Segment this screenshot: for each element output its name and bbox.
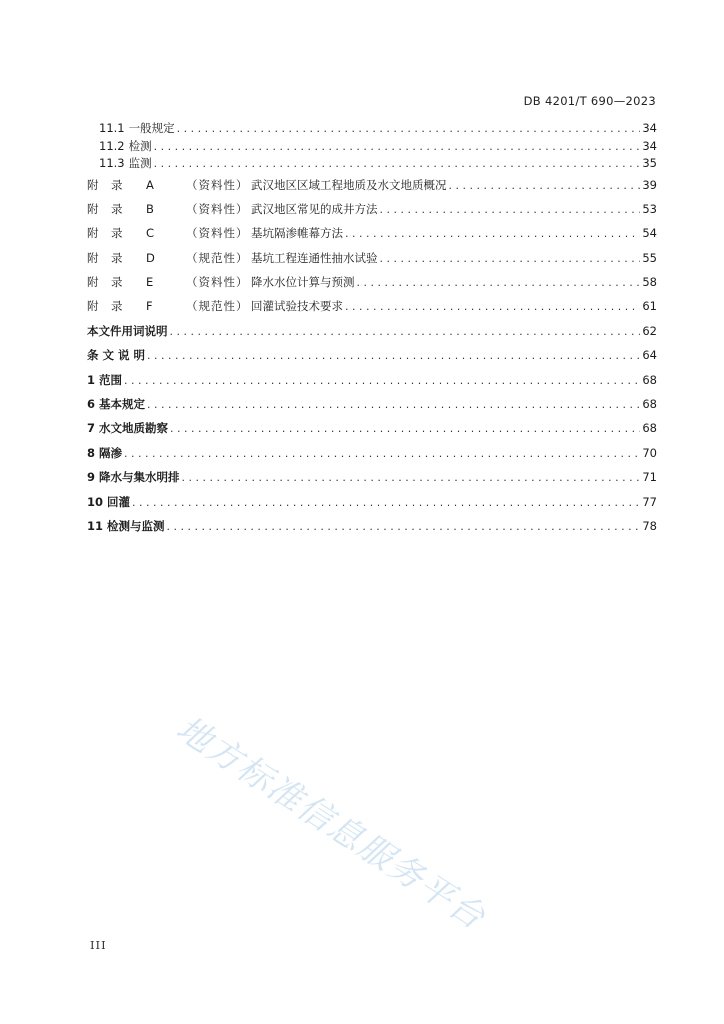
toc-entry-number: 7 [87, 421, 96, 436]
toc-entry-page: 71 [642, 470, 657, 485]
toc-entry-6[interactable] [87, 392, 657, 416]
dot-leader [147, 344, 640, 368]
toc-entry-page: 53 [642, 201, 657, 216]
toc-entry-page: 70 [642, 445, 657, 460]
appendix-letter: B [146, 201, 154, 216]
dot-leader [147, 393, 640, 417]
toc-entry-page: 35 [642, 156, 657, 170]
toc-entry-11-2[interactable] [87, 138, 657, 156]
toc-entry-page: 58 [642, 275, 657, 290]
appendix-type: （资料性） [186, 201, 249, 216]
toc-entry-label [87, 490, 130, 514]
appendix-prefix-1: 附 [87, 226, 99, 241]
toc-entry-page: 68 [642, 421, 657, 436]
toc-entry-title: 一般规定 [128, 121, 175, 135]
dot-leader [154, 155, 641, 173]
toc-entry-label [99, 138, 152, 156]
dot-leader [380, 198, 641, 222]
toc-entry-title: 水文地质勘察 [99, 421, 169, 436]
toc-entry-label [99, 155, 152, 173]
toc-entry-label [87, 392, 145, 416]
dot-leader [167, 515, 641, 539]
toc-entry-title: 隔渗 [99, 445, 123, 460]
toc-entry-number: 10 [87, 494, 104, 509]
toc-entry-11[interactable] [87, 514, 657, 538]
toc-entry-11-3[interactable] [87, 155, 657, 173]
dot-leader [380, 247, 641, 271]
toc-entry-title: 条 文 说 明 [87, 348, 146, 363]
toc-entry-label [99, 120, 175, 138]
appendix-title: 基坑工程连通性抽水试验 [251, 250, 378, 265]
toc-entry-number: 11 [87, 518, 104, 533]
dot-leader [170, 417, 640, 441]
appendix-letter: A [146, 177, 154, 192]
document-code: DB 4201/T 690—2023 [523, 94, 656, 108]
toc-entry-title: 回灌 [107, 494, 131, 509]
toc-entry-label [87, 343, 145, 367]
toc-entry-page: 34 [642, 138, 657, 153]
toc-entry-wording[interactable] [87, 319, 657, 343]
appendix-letter: F [146, 299, 153, 314]
appendix-prefix-2: 录 [111, 250, 123, 265]
toc-entry-page: 77 [642, 494, 657, 509]
appendix-letter: E [146, 275, 154, 290]
appendix-type: （规范性） [186, 299, 249, 314]
dot-leader [345, 222, 640, 246]
toc-entry-number: 11.2 [99, 138, 125, 153]
toc-entry-9[interactable] [87, 465, 657, 489]
dot-leader [124, 369, 640, 393]
appendix-type: （资料性） [186, 177, 249, 192]
toc-appendix-e[interactable] [87, 270, 657, 294]
dot-leader [449, 174, 641, 198]
appendix-prefix-2: 录 [111, 177, 123, 192]
toc-appendix-a[interactable] [87, 173, 657, 197]
dot-leader [132, 491, 640, 515]
watermark: 地方标准信息服务平台 [169, 708, 493, 939]
toc-entry-explanation[interactable] [87, 343, 657, 367]
toc-entry-label [87, 368, 122, 392]
dot-leader [357, 271, 641, 295]
appendix-letter: D [146, 250, 155, 265]
toc-entry-number: 11.1 [99, 121, 125, 135]
toc-entry-label [87, 441, 122, 465]
appendix-prefix-1: 附 [87, 299, 99, 314]
toc-entry-title: 降水与集水明排 [99, 470, 180, 485]
toc-appendix-f[interactable] [87, 294, 657, 318]
appendix-title: 回灌试验技术要求 [251, 299, 343, 314]
appendix-prefix-1: 附 [87, 177, 99, 192]
appendix-type: （规范性） [186, 250, 249, 265]
toc-appendix-c[interactable] [87, 221, 657, 245]
appendix-prefix-2: 录 [111, 226, 123, 241]
toc-entry-page: 39 [642, 177, 657, 192]
toc-entry-label [87, 221, 343, 245]
toc-entry-number: 11.3 [99, 156, 125, 170]
appendix-prefix-2: 录 [111, 275, 123, 290]
toc-entry-number: 8 [87, 445, 96, 460]
appendix-title: 武汉地区常见的成井方法 [251, 201, 378, 216]
toc-entry-title: 本文件用词说明 [87, 323, 168, 338]
toc-entry-11-1[interactable] [87, 120, 657, 138]
toc-entry-title: 监测 [128, 156, 152, 170]
dot-leader [154, 138, 641, 156]
toc-entry-title: 范围 [99, 372, 123, 387]
dot-leader [124, 442, 640, 466]
toc-entry-number: 1 [87, 372, 96, 387]
toc-entry-title: 检测与监测 [107, 518, 165, 533]
toc-entry-page: 61 [642, 299, 657, 314]
appendix-title: 降水水位计算与预测 [251, 275, 355, 290]
toc-entry-page: 62 [642, 323, 657, 338]
toc-entry-page: 54 [642, 226, 657, 241]
toc-entry-label [87, 197, 378, 221]
toc-entry-label [87, 465, 180, 489]
toc-entry-10[interactable] [87, 490, 657, 514]
appendix-title: 武汉地区区域工程地质及水文地质概况 [251, 177, 447, 192]
toc-entry-7[interactable] [87, 416, 657, 440]
appendix-title: 基坑隔渗帷幕方法 [251, 226, 343, 241]
toc-appendix-b[interactable] [87, 197, 657, 221]
appendix-prefix-1: 附 [87, 275, 99, 290]
appendix-type: （资料性） [186, 226, 249, 241]
toc-entry-label [87, 246, 378, 270]
toc-entry-title: 基本规定 [99, 397, 146, 412]
page-number: III [90, 938, 107, 952]
toc-entry-1[interactable] [87, 368, 657, 392]
toc-entry-number: 9 [87, 470, 96, 485]
toc-entry-label [87, 319, 168, 343]
appendix-type: （资料性） [186, 275, 249, 290]
toc-entry-label [87, 173, 447, 197]
appendix-prefix-2: 录 [111, 299, 123, 314]
dot-leader [177, 120, 641, 138]
appendix-prefix-1: 附 [87, 250, 99, 265]
toc-entry-label [87, 294, 343, 318]
dot-leader [345, 295, 640, 319]
toc-entry-page: 55 [642, 250, 657, 265]
toc-entry-title: 检测 [128, 138, 152, 153]
appendix-letter: C [146, 226, 155, 241]
toc-entry-page: 68 [642, 397, 657, 412]
toc-entry-page: 68 [642, 372, 657, 387]
toc-entry-page: 78 [642, 518, 657, 533]
table-of-contents [87, 120, 657, 538]
appendix-prefix-2: 录 [111, 201, 123, 216]
dot-leader [170, 320, 641, 344]
toc-entry-label [87, 514, 165, 538]
toc-appendix-d[interactable] [87, 246, 657, 270]
toc-entry-label [87, 270, 355, 294]
dot-leader [182, 466, 641, 490]
toc-entry-label [87, 416, 168, 440]
toc-entry-number: 6 [87, 397, 96, 412]
appendix-prefix-1: 附 [87, 201, 99, 216]
toc-entry-8[interactable] [87, 441, 657, 465]
toc-entry-page: 34 [642, 121, 657, 135]
toc-entry-page: 64 [642, 348, 657, 363]
